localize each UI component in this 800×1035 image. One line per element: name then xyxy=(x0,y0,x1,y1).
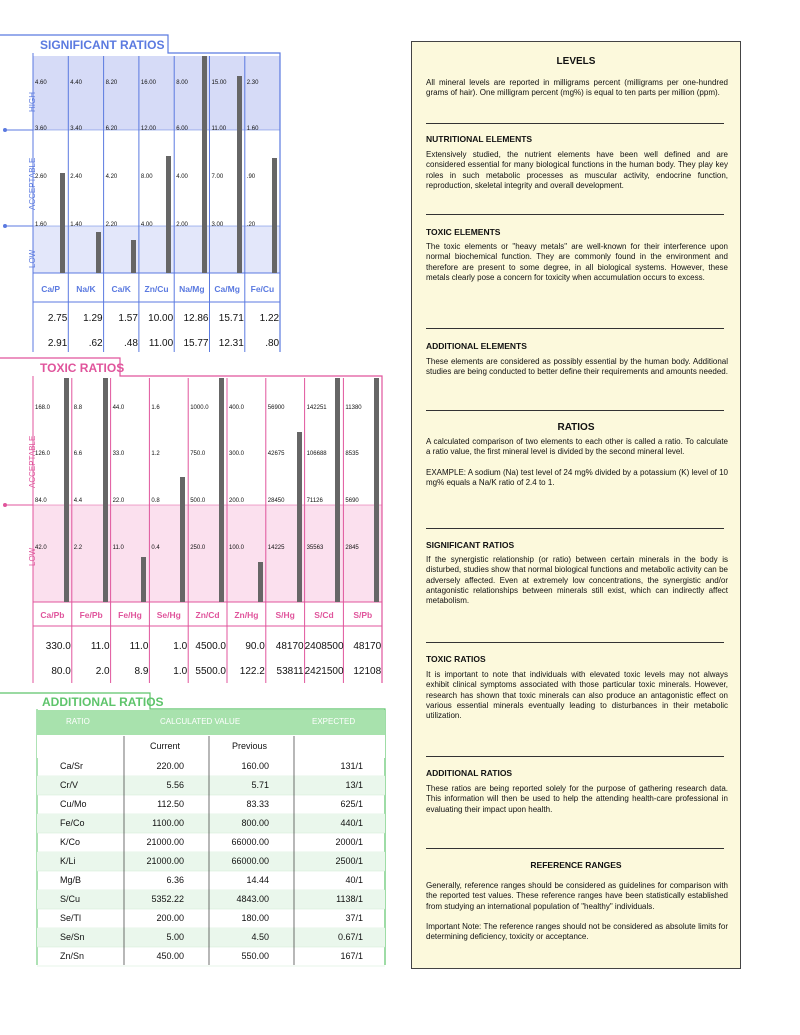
sig-column-name: Fe/Cu xyxy=(250,284,275,294)
sig-tick-label: 1.60 xyxy=(246,126,259,132)
additional-row-ratio: Se/Tl xyxy=(60,913,82,923)
additional-elements-title: ADDITIONAL ELEMENTS xyxy=(426,341,527,351)
tox-tick-label: 300.0 xyxy=(229,451,245,457)
sig-tick-label: 6.00 xyxy=(176,126,188,132)
significant-ratios-title: SIGNIFICANT RATIOS xyxy=(40,38,165,52)
sig-current-value: 1.29 xyxy=(83,313,103,324)
significant-ratios-heading: SIGNIFICANT RATIOS xyxy=(426,540,515,550)
nutritional-title: NUTRITIONAL ELEMENTS xyxy=(426,134,533,144)
additional-row-current: 6.36 xyxy=(166,875,184,885)
tox-column-name: Fe/Hg xyxy=(118,610,142,620)
tox-tick-label: 0.8 xyxy=(151,498,160,504)
sig-previous-value: .80 xyxy=(265,338,280,349)
additional-row-expected: 1138/1 xyxy=(336,894,363,904)
reference-ranges-title: REFERENCE RANGES xyxy=(530,860,622,870)
sig-tick-label: 11.00 xyxy=(211,126,227,132)
tox-zone-low: LOW xyxy=(28,547,37,566)
header-calculated-value: CALCULATED VALUE xyxy=(160,717,241,726)
tox-previous-value: 12108 xyxy=(353,666,382,677)
additional-row-expected: 131/1 xyxy=(340,761,363,771)
tox-column-name: Ca/Pb xyxy=(40,610,65,620)
tox-tick-label: 1000.0 xyxy=(190,405,209,411)
sig-previous-value: 15.77 xyxy=(183,338,209,349)
tox-column-name: S/Cd xyxy=(314,610,334,620)
sig-zone-acceptable: ACCEPTABLE xyxy=(28,157,37,210)
sig-current-value: 10.00 xyxy=(148,313,174,324)
additional-row-expected: 37/1 xyxy=(345,913,363,923)
additional-row-ratio: S/Cu xyxy=(60,894,81,904)
sig-previous-value: 11.00 xyxy=(148,338,174,349)
sig-tick-label: 3.60 xyxy=(35,126,47,132)
additional-row-ratio: K/Li xyxy=(60,856,76,866)
tox-tick-label: 84.0 xyxy=(35,498,47,504)
toxic-ratios-heading: TOXIC RATIOS xyxy=(426,654,486,664)
tox-tick-label: 168.0 xyxy=(35,405,51,411)
additional-row-current: 200.00 xyxy=(156,913,184,923)
additional-row-current: 220.00 xyxy=(156,761,184,771)
additional-row-ratio: Zn/Sn xyxy=(60,951,85,961)
sig-tick-label: 12.00 xyxy=(140,126,156,132)
additional-row-previous: 83.33 xyxy=(246,799,269,809)
sig-tick-label: 6.20 xyxy=(105,126,118,132)
tox-tick-label: 2.2 xyxy=(73,545,83,551)
tox-previous-value: 122.2 xyxy=(239,666,265,677)
sig-previous-value: .48 xyxy=(123,338,138,349)
additional-row-current: 5.00 xyxy=(166,932,184,942)
tox-current-value: 330.0 xyxy=(45,641,71,652)
info-panel xyxy=(411,41,741,969)
sig-tick-label: 2.00 xyxy=(176,222,188,228)
additional-row-ratio: K/Co xyxy=(60,837,81,847)
tox-previous-value: 5500.0 xyxy=(195,666,226,677)
additional-row-ratio: Cr/V xyxy=(60,780,78,790)
tox-tick-label: 4.4 xyxy=(73,498,83,504)
tox-tick-label: 28450 xyxy=(267,498,285,504)
sig-previous-value: .62 xyxy=(88,338,103,349)
tox-tick-label: 56900 xyxy=(267,405,285,411)
tox-tick-label: 8535 xyxy=(345,451,359,457)
ratios-example: EXAMPLE: A sodium (Na) test level of 24 mg% divided by a potassium (K) level of 10 mg% equals a Na/K ratio of 2.4 to 1. xyxy=(426,468,728,488)
additional-row-current: 450.00 xyxy=(156,951,184,961)
sig-zone-high: HIGH xyxy=(28,92,37,112)
toxic-ratios-title: TOXIC RATIOS xyxy=(40,361,125,375)
sig-tick-label: 8.00 xyxy=(140,174,153,180)
tox-tick-label: 5690 xyxy=(345,498,359,504)
toxic-elements-text: The toxic elements or "heavy metals" are well-known for their interference upon normal biochemical function. They are commonly found in the environment and therefore are present to some degree, in all biological systems. However, these metals clearly pose a concern for toxicity when accumulation occurs to excess. xyxy=(426,242,728,282)
subheader-current: Current xyxy=(150,741,181,751)
tox-previous-value: 8.9 xyxy=(134,666,149,677)
tox-tick-label: 14225 xyxy=(267,545,285,551)
sig-current-value: 1.22 xyxy=(259,313,280,324)
tox-previous-value: 2421500 xyxy=(304,666,344,677)
tox-tick-label: 250.0 xyxy=(190,545,206,551)
sig-previous-value: 2.91 xyxy=(47,338,68,349)
tox-tick-label: 142251 xyxy=(306,405,327,411)
levels-title: LEVELS xyxy=(556,56,596,67)
tox-previous-value: 80.0 xyxy=(51,666,71,677)
tox-previous-value: 53811 xyxy=(276,666,304,677)
additional-ratios-title: ADDITIONAL RATIOS xyxy=(42,695,164,709)
sig-column-name: Na/Mg xyxy=(179,284,205,294)
sig-current-value: 1.57 xyxy=(118,313,138,324)
tox-current-value: 4500.0 xyxy=(195,641,226,652)
tox-current-value: 11.0 xyxy=(129,641,149,652)
sig-tick-label: 3.40 xyxy=(70,126,82,132)
additional-row-current: 5.56 xyxy=(166,780,184,790)
additional-row-ratio: Ca/Sr xyxy=(60,761,84,771)
additional-row-current: 112.50 xyxy=(157,799,184,809)
additional-row-current: 21000.00 xyxy=(146,837,184,847)
tox-tick-label: 0.4 xyxy=(151,545,160,551)
additional-row-expected: 13/1 xyxy=(345,780,363,790)
tox-tick-label: 2845 xyxy=(345,545,359,551)
tox-current-value: 48170 xyxy=(275,641,304,652)
sig-tick-label: 16.00 xyxy=(140,80,156,86)
tox-current-value: 90.0 xyxy=(245,641,265,652)
additional-elements-text: These elements are considered as possibly essential by the human body. Additional studies are being conducted to better define their requirements and amounts needed. xyxy=(426,357,728,377)
tox-tick-label: 100.0 xyxy=(229,545,245,551)
sig-tick-label: .20 xyxy=(246,222,256,228)
nutritional-text: Extensively studied, the nutrient elements have been well defined and are considered essential for many biological functions in the human body. They play key roles in such metabolic processes as muscular activity, endocrine function, reproduction, skeletal integrity and overall development. xyxy=(426,150,728,190)
tox-tick-label: 11.0 xyxy=(112,545,124,551)
sig-current-value: 12.86 xyxy=(183,313,209,324)
additional-row-expected: 625/1 xyxy=(340,799,363,809)
tox-tick-label: 1.2 xyxy=(151,451,160,457)
subheader-previous: Previous xyxy=(232,741,268,751)
sig-tick-label: 1.40 xyxy=(70,222,82,228)
tox-zone-acceptable: ACCEPTABLE xyxy=(28,435,37,488)
tox-tick-label: 44.0 xyxy=(112,405,125,411)
tox-column-name: Zn/Cd xyxy=(195,610,220,620)
levels-text: All mineral levels are reported in milligrams percent (milligrams per one-hundred grams of hair). One milligram percent (mg%) is equal to ten parts per million (ppm). xyxy=(426,78,728,98)
sig-tick-label: 8.00 xyxy=(176,80,188,86)
sig-tick-label: 4.00 xyxy=(176,174,188,180)
sig-tick-label: 4.40 xyxy=(70,80,82,86)
tox-tick-label: 35563 xyxy=(306,545,324,551)
additional-row-ratio: Fe/Co xyxy=(60,818,85,828)
sig-current-value: 2.75 xyxy=(47,313,68,324)
additional-row-previous: 550.00 xyxy=(241,951,269,961)
additional-row-expected: 2500/1 xyxy=(335,856,363,866)
sig-tick-label: 8.20 xyxy=(105,80,118,86)
tox-tick-label: 22.0 xyxy=(112,498,125,504)
tox-tick-label: 1.6 xyxy=(151,405,160,411)
tox-previous-value: 2.0 xyxy=(95,666,110,677)
tox-column-name: S/Pb xyxy=(353,610,373,620)
tox-tick-label: 400.0 xyxy=(229,405,245,411)
sig-column-name: Na/K xyxy=(76,284,96,294)
toxic-ratios-text: It is important to note that individuals with elevated toxic levels may not always exhibit clinical symptoms associated with those particular toxic minerals. However, research has shown that toxic minerals can also produce an antagonistic effect on various essential minerals eventually leading to disturbances in their metabolic utilization. xyxy=(426,670,728,721)
additional-row-previous: 14.44 xyxy=(246,875,269,885)
sig-tick-label: 2.40 xyxy=(70,174,82,180)
sig-column-name: Ca/Mg xyxy=(214,284,240,294)
additional-ratios-heading: ADDITIONAL RATIOS xyxy=(426,768,513,778)
additional-row-ratio: Cu/Mo xyxy=(60,799,87,809)
tox-tick-label: 8.8 xyxy=(73,405,83,411)
additional-row-ratio: Se/Sn xyxy=(60,932,85,942)
additional-row-previous: 800.00 xyxy=(241,818,269,828)
sig-current-value: 15.71 xyxy=(218,313,244,324)
tox-column-name: Fe/Pb xyxy=(79,610,103,620)
additional-row-previous: 160.00 xyxy=(241,761,269,771)
sig-column-name: Ca/P xyxy=(41,284,61,294)
additional-row-current: 21000.00 xyxy=(146,856,184,866)
additional-ratios-text: These ratios are being reported solely for the purpose of gathering research data. This information will then be used to help the attending health-care professional in evaluating their impact upon health. xyxy=(426,784,728,814)
additional-row-previous: 5.71 xyxy=(251,780,269,790)
sig-tick-label: 4.20 xyxy=(105,174,118,180)
tox-tick-label: 6.6 xyxy=(73,451,83,457)
tox-tick-label: 106688 xyxy=(306,451,327,457)
tox-tick-label: 200.0 xyxy=(229,498,245,504)
reference-ranges-text: Generally, reference ranges should be considered as guidelines for comparison with the reported test values. These reference ranges have been statistically established from studying an international population of "healthy" individuals. xyxy=(426,881,728,911)
toxic-elements-title: TOXIC ELEMENTS xyxy=(426,227,501,237)
tox-tick-label: 11380 xyxy=(345,405,362,411)
additional-row-expected: 167/1 xyxy=(340,951,363,961)
additional-row-expected: 0.67/1 xyxy=(337,932,363,942)
header-ratio: RATIO xyxy=(66,717,90,726)
tox-tick-label: 71126 xyxy=(306,498,323,504)
sig-tick-label: 4.60 xyxy=(35,80,47,86)
sig-tick-label: 3.00 xyxy=(211,222,224,228)
header-expected: EXPECTED xyxy=(312,717,356,726)
additional-row-expected: 440/1 xyxy=(340,818,363,828)
additional-row-previous: 4843.00 xyxy=(236,894,269,904)
sig-tick-label: 4.00 xyxy=(140,222,153,228)
tox-tick-label: 500.0 xyxy=(190,498,206,504)
sig-column-name: Zn/Cu xyxy=(144,284,169,294)
additional-row-expected: 40/1 xyxy=(345,875,363,885)
ratios-text: A calculated comparison of two elements to each other is called a ratio. To calculate a ratio value, the first mineral level is divided by the second mineral level. xyxy=(426,437,728,457)
additional-row-current: 1100.00 xyxy=(152,818,184,828)
reference-ranges-note: Important Note: The reference ranges should not be considered as absolute limits for determining deficiency, toxicity or acceptance. xyxy=(426,922,728,942)
sig-tick-label: .90 xyxy=(246,174,256,180)
tox-previous-value: 1.0 xyxy=(173,666,188,677)
tox-tick-label: 42675 xyxy=(267,451,285,457)
tox-current-value: 2408500 xyxy=(304,641,344,652)
tox-current-value: 11.0 xyxy=(90,641,110,652)
additional-row-previous: 66000.00 xyxy=(231,837,269,847)
additional-row-ratio: Mg/B xyxy=(60,875,82,885)
tox-column-name: Zn/Hg xyxy=(234,610,259,620)
additional-row-current: 5352.22 xyxy=(151,894,184,904)
tox-tick-label: 126.0 xyxy=(35,451,51,457)
additional-row-previous: 4.50 xyxy=(251,932,269,942)
sig-zone-low: LOW xyxy=(28,249,37,268)
additional-row-expected: 2000/1 xyxy=(335,837,363,847)
sig-column-name: Ca/K xyxy=(111,284,131,294)
tox-current-value: 1.0 xyxy=(173,641,188,652)
tox-current-value: 48170 xyxy=(353,641,382,652)
ratios-title: RATIOS xyxy=(557,422,595,433)
sig-tick-label: 1.60 xyxy=(35,222,47,228)
sig-tick-label: 2.60 xyxy=(35,174,47,180)
sig-tick-label: 2.30 xyxy=(246,80,259,86)
tox-column-name: Se/Hg xyxy=(156,610,181,620)
additional-row-previous: 66000.00 xyxy=(231,856,269,866)
sig-tick-label: 7.00 xyxy=(211,174,224,180)
tox-tick-label: 33.0 xyxy=(112,451,125,457)
tox-column-name: S/Hg xyxy=(275,610,295,620)
sig-previous-value: 12.31 xyxy=(218,338,244,349)
sig-tick-label: 2.20 xyxy=(105,222,118,228)
additional-row-previous: 180.00 xyxy=(241,913,269,923)
tox-tick-label: 42.0 xyxy=(35,545,47,551)
tox-tick-label: 750.0 xyxy=(190,451,206,457)
significant-ratios-text: If the synergistic relationship (or ratio) between certain minerals in the body is disturbed, studies show that normal biological functions and metabolic activity can be adversely affected. Even at extremely low concentrations, the synergistic and/or antagonistic relationships between minerals still exist, which can indirectly affect metabolism. xyxy=(426,555,728,606)
sig-tick-label: 15.00 xyxy=(211,80,227,86)
